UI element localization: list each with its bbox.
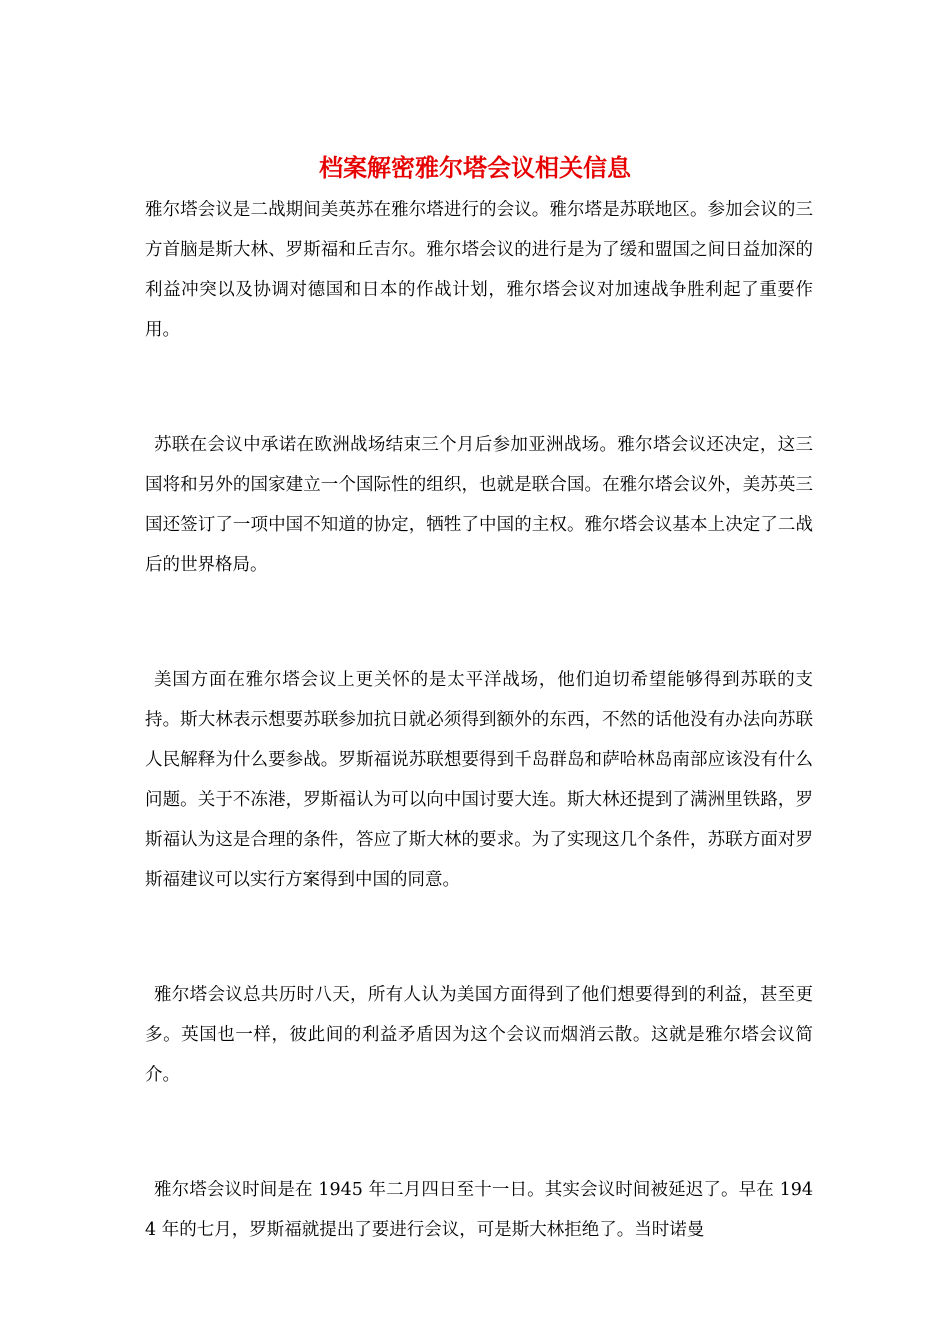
paragraph-gap: [145, 1095, 813, 1170]
paragraph-gap: [145, 900, 813, 975]
paragraph-gap: [145, 585, 813, 660]
paragraph-2: 苏联在会议中承诺在欧洲战场结束三个月后参加亚洲战场。雅尔塔会议还决定，这三国将和另外的国家建立一个国际性的组织，也就是联合国。在雅尔塔会议外，美苏英三国还签订了一项中国不知道的协定，牺牲了中国的主权。雅尔塔会议基本上决定了二战后的世界格局。: [145, 435, 813, 575]
paragraph-1: 雅尔塔会议是二战期间美英苏在雅尔塔进行的会议。雅尔塔是苏联地区。参加会议的三方首脑是斯大林、罗斯福和丘吉尔。雅尔塔会议的进行是为了缓和盟国之间日益加深的利益冲突以及协调对德国和日本的作战计划，雅尔塔会议对加速战争胜利起了重要作用。: [145, 200, 813, 340]
paragraph-4: 雅尔塔会议总共历时八天，所有人认为美国方面得到了他们想要得到的利益，甚至更多。英国也一样，彼此间的利益矛盾因为这个会议而烟消云散。这就是雅尔塔会议简介。: [145, 985, 813, 1085]
document-body: [145, 190, 813, 1250]
paragraph-gap: [145, 350, 813, 425]
paragraph-3: 美国方面在雅尔塔会议上更关怀的是太平洋战场，他们迫切希望能够得到苏联的支持。斯大林表示想要苏联参加抗日就必须得到额外的东西，不然的话他没有办法向苏联人民解释为什么要参战。罗斯福说苏联想要得到千岛群岛和萨哈林岛南部应该没有什么问题。关于不冻港，罗斯福认为可以向中国讨要大连。斯大林还提到了满洲里铁路，罗斯福认为这是合理的条件，答应了斯大林的要求。为了实现这几个条件，苏联方面对罗斯福建议可以实行方案得到中国的同意。: [145, 670, 813, 890]
document-title: 档案解密雅尔塔会议相关信息: [319, 153, 631, 182]
paragraph-5: 雅尔塔会议时间是在 1945 年二月四日至十一日。其实会议时间被延迟了。早在 1944 年的七月，罗斯福就提出了要进行会议，可是斯大林拒绝了。当时诺曼: [145, 1180, 813, 1240]
